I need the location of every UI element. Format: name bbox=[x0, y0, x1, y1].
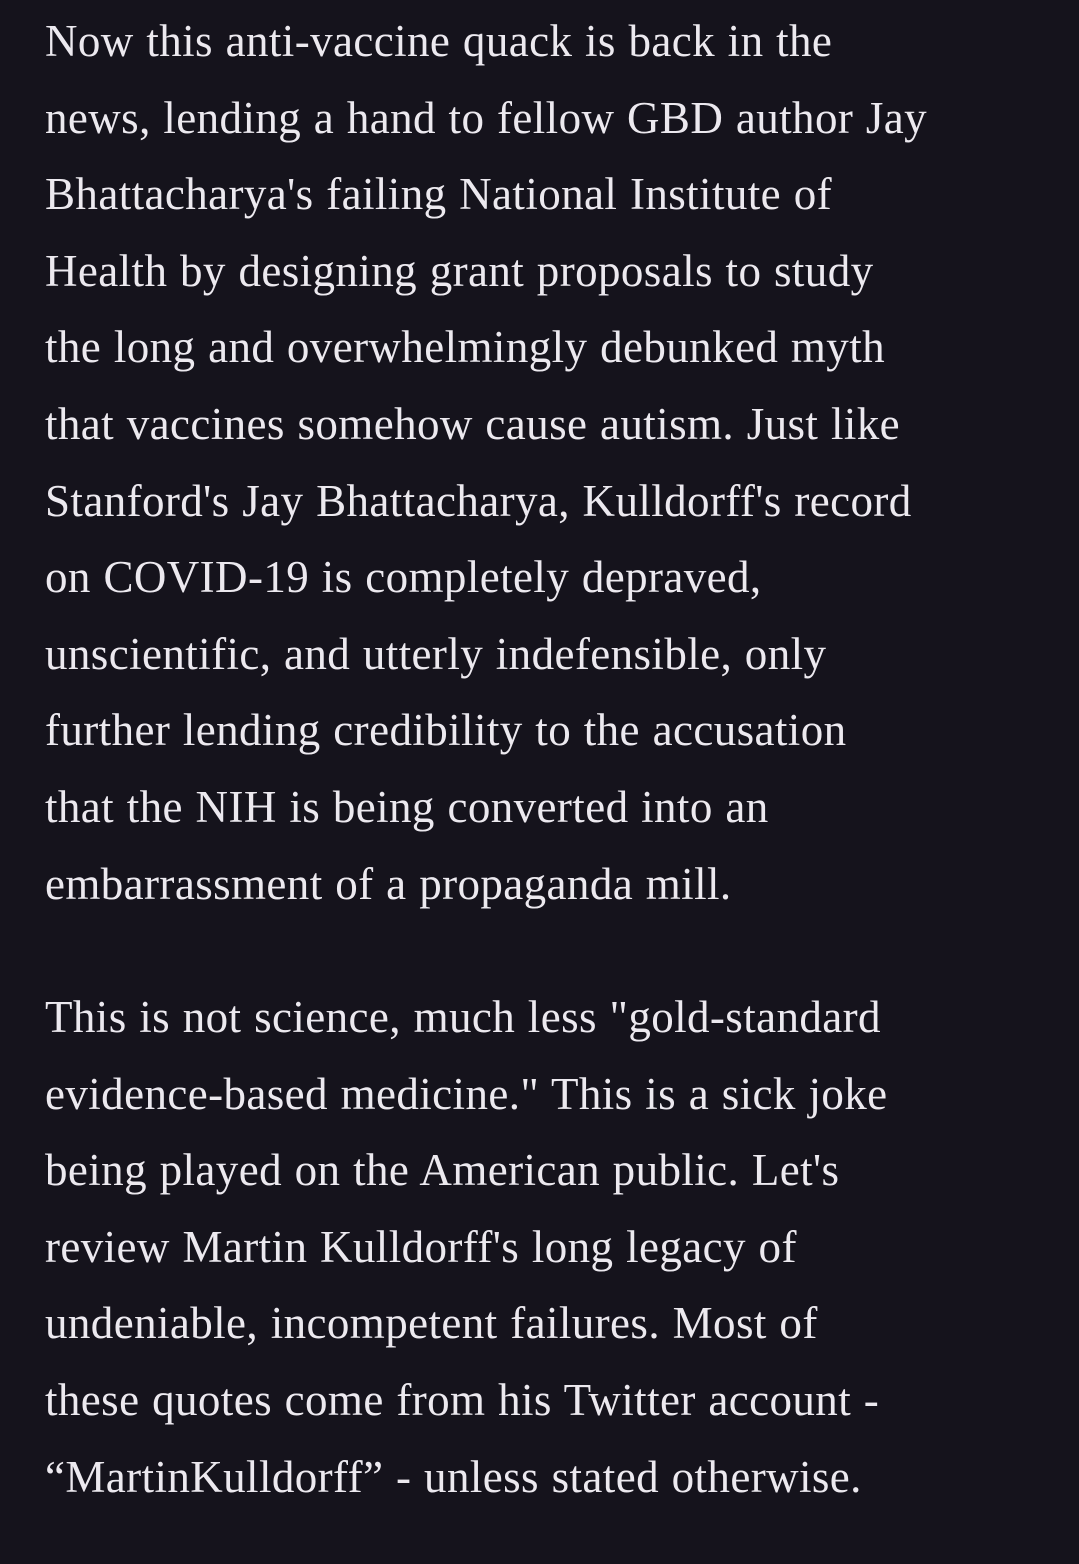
article-paragraph: Now this anti-vaccine quack is back in the news, lending a hand to fellow GBD author Jay Bhattacharya's failing National Institute of Health by designing grant proposals to study the long and overwhelmingly debunked myth that vaccines somehow cause autism. Just like Stanford's Jay Bhattacharya, Kulldorff's record on COVID-19 is completely depraved, unscientific, and utterly indefensible, only further lending credibility to the accusation that the NIH is being converted into an embarrassment of a propaganda mill. bbox=[45, 16, 928, 909]
article-paragraph: This is not science, much less "gold-standard evidence-based medicine." This is a sick joke being played on the American public. Let's review Martin Kulldorff's long legacy of undeniable, incompetent failures. Most of these quotes come from his Twitter account - “MartinKulldorff” - unless stated otherwise. bbox=[45, 992, 888, 1502]
